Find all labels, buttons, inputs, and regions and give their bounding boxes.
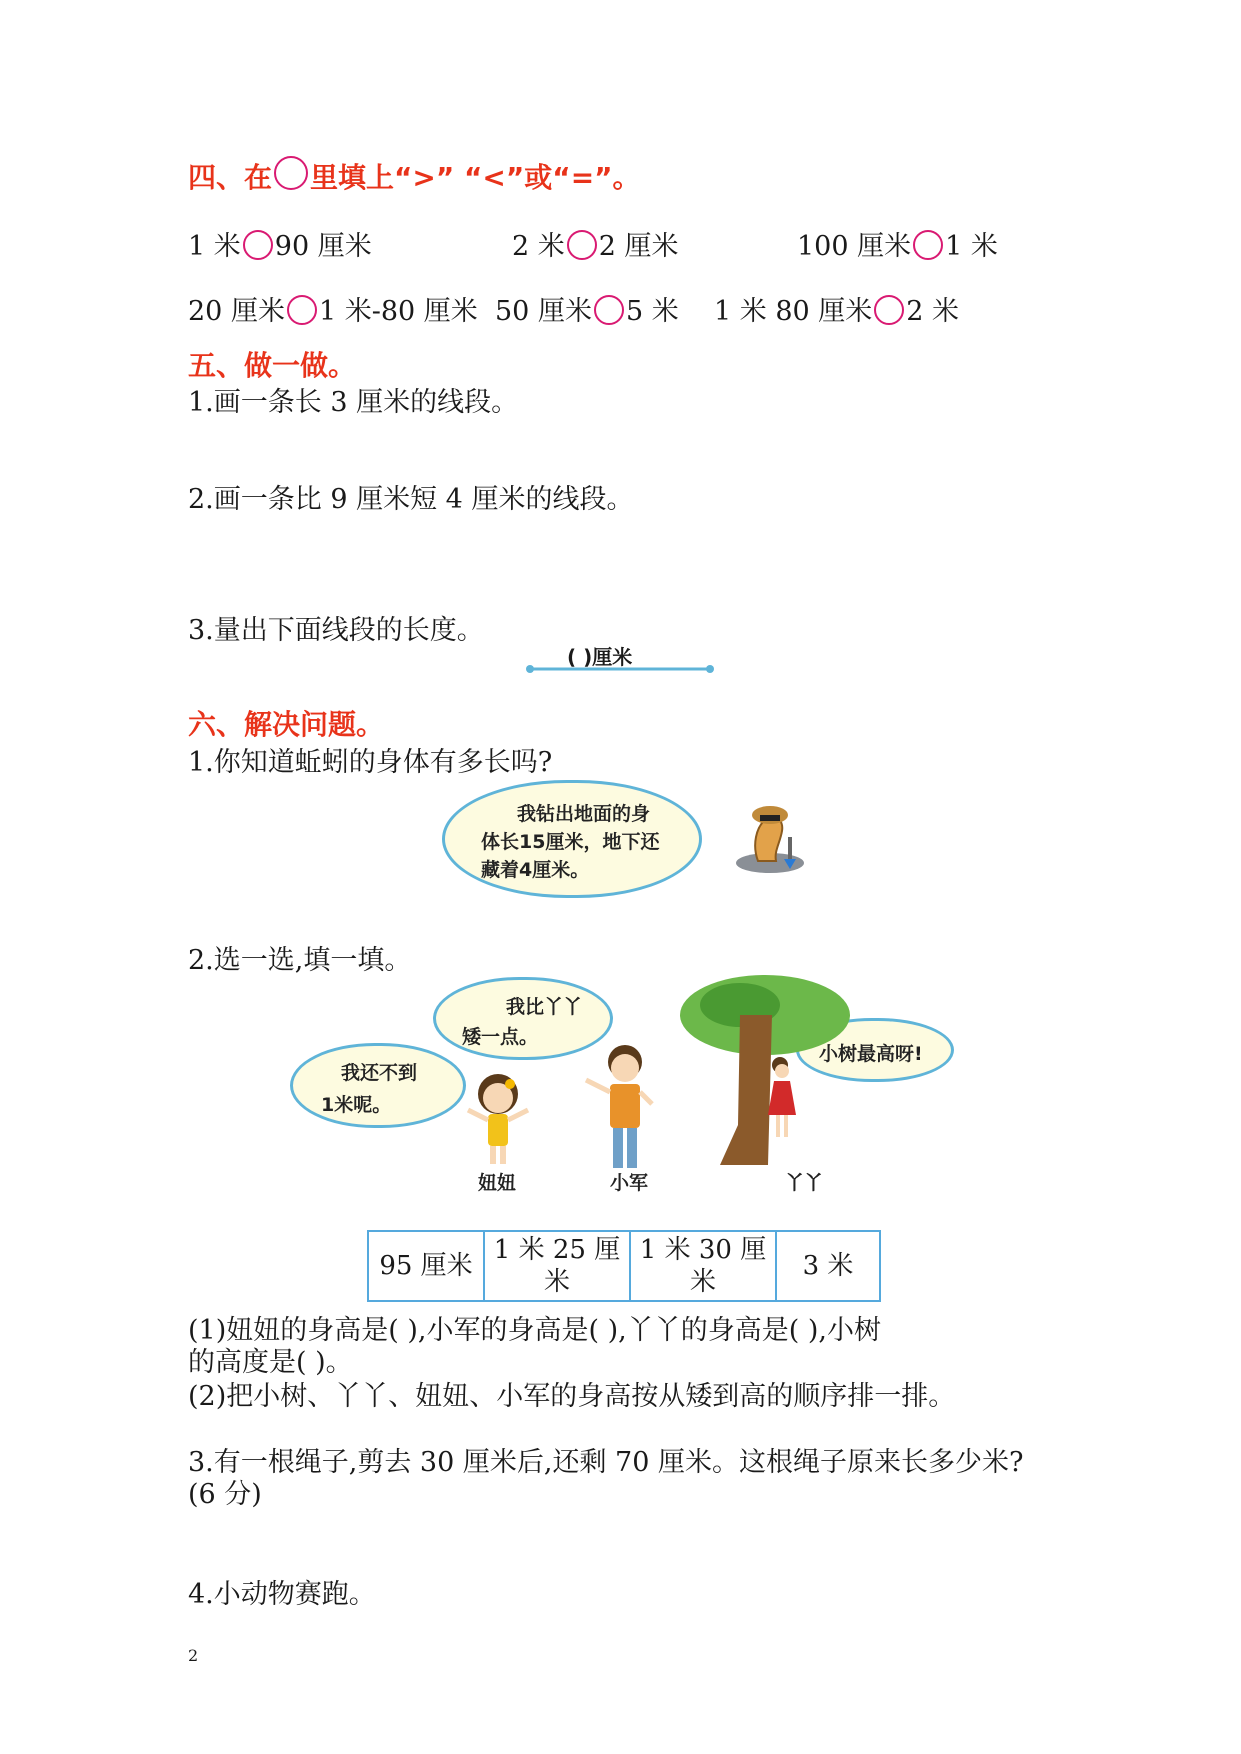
compare-left: 20 厘米 bbox=[188, 296, 285, 327]
sub-question-2: (2)把小树、丫丫、妞妞、小军的身高按从矮到高的顺序排一排。 bbox=[188, 1381, 956, 1412]
bubble-line: 藏着4厘米。 bbox=[481, 859, 590, 881]
bubble-line: 我比丫丫 bbox=[506, 996, 583, 1018]
answer-circle[interactable] bbox=[243, 230, 273, 260]
section4-heading-post: 里填上“>” “<”或“=”。 bbox=[310, 161, 641, 194]
option-cell bbox=[776, 1231, 880, 1301]
question-1: 1.画一条长 3 厘米的线段。 bbox=[188, 387, 519, 418]
page-number: 2 bbox=[188, 1646, 199, 1665]
option-text: 米 bbox=[689, 1267, 716, 1297]
option-text: 1 米 30 厘 bbox=[639, 1235, 767, 1265]
option-cell bbox=[630, 1231, 776, 1301]
compare-left: 50 厘米 bbox=[495, 296, 592, 327]
question-1: 1.你知道蚯蚓的身体有多长吗? bbox=[188, 747, 553, 778]
compare-right: 2 米 bbox=[906, 296, 960, 327]
answer-circle[interactable] bbox=[594, 295, 624, 325]
question-3: 3.有一根绳子,剪去 30 厘米后,还剩 70 厘米。这根绳子原来长多少米? bbox=[188, 1447, 1024, 1478]
earthworm-speech-bubble bbox=[442, 780, 702, 898]
compare-item bbox=[188, 289, 478, 328]
girl-name: 丫丫 bbox=[785, 1172, 824, 1194]
compare-right: 2 厘米 bbox=[598, 231, 679, 262]
answer-circle[interactable] bbox=[287, 295, 317, 325]
option-text: 米 bbox=[543, 1267, 570, 1297]
compare-left: 2 米 bbox=[512, 231, 565, 262]
section4-heading-pre: 四、在 bbox=[188, 161, 273, 194]
option-text: 3 米 bbox=[802, 1251, 854, 1281]
compare-right: 5 米 bbox=[625, 296, 679, 327]
section4-heading bbox=[188, 156, 641, 196]
bubble-line: 1米呢。 bbox=[321, 1094, 392, 1116]
option-text: 1 米 25 厘 bbox=[493, 1235, 621, 1265]
height-options-table bbox=[367, 1230, 881, 1302]
bubble-line: 小树最高呀! bbox=[819, 1043, 923, 1065]
measure-answer-label: ( )厘米 bbox=[567, 645, 633, 669]
bubble-line: 我还不到 bbox=[341, 1062, 418, 1084]
compare-right: 90 厘米 bbox=[274, 231, 372, 262]
bubble-line: 体长15厘米，地下还 bbox=[481, 831, 660, 853]
option-text: 95 厘米 bbox=[379, 1251, 473, 1281]
sister-figure bbox=[458, 1070, 538, 1170]
tree-figure bbox=[680, 975, 855, 1170]
question-3: 3.量出下面线段的长度。 bbox=[188, 615, 484, 646]
question-2: 2.画一条比 9 厘米短 4 厘米的线段。 bbox=[188, 484, 634, 515]
sub-question-1: (1)妞妞的身高是( ),小军的身高是( ),丫丫的身高是( ),小树 bbox=[188, 1315, 881, 1346]
circle-icon bbox=[274, 156, 308, 190]
bubble-line: 矮一点。 bbox=[462, 1026, 539, 1048]
sub-question-1-cont: 的高度是( )。 bbox=[188, 1347, 353, 1378]
compare-item bbox=[797, 224, 998, 263]
answer-circle[interactable] bbox=[913, 230, 943, 260]
earthworm-icon bbox=[730, 785, 810, 875]
table-row bbox=[368, 1231, 880, 1301]
compare-item bbox=[512, 224, 679, 263]
compare-item bbox=[188, 224, 372, 263]
question-4: 4.小动物赛跑。 bbox=[188, 1579, 376, 1610]
option-cell bbox=[368, 1231, 484, 1301]
measured-segment bbox=[525, 661, 715, 677]
answer-circle[interactable] bbox=[874, 295, 904, 325]
compare-right: 1 米 bbox=[945, 231, 998, 262]
option-cell bbox=[484, 1231, 630, 1301]
compare-item bbox=[495, 289, 679, 328]
question-3-cont: (6 分) bbox=[188, 1479, 262, 1510]
compare-left: 1 米 bbox=[188, 231, 241, 262]
boy-name: 小军 bbox=[610, 1172, 649, 1194]
compare-left: 1 米 80 厘米 bbox=[714, 296, 873, 327]
bubble-line: 我钻出地面的身 bbox=[517, 803, 651, 825]
answer-circle[interactable] bbox=[567, 230, 597, 260]
section5-heading: 五、做一做。 bbox=[188, 349, 357, 382]
sister-speech-bubble bbox=[290, 1043, 466, 1128]
section6-heading: 六、解决问题。 bbox=[188, 708, 385, 741]
boy-figure bbox=[580, 1040, 670, 1180]
compare-right: 1 米-80 厘米 bbox=[318, 296, 478, 327]
compare-item bbox=[714, 289, 959, 328]
compare-left: 100 厘米 bbox=[797, 231, 912, 262]
sister-name: 妞妞 bbox=[478, 1172, 517, 1194]
question-2: 2.选一选,填一填。 bbox=[188, 945, 412, 976]
